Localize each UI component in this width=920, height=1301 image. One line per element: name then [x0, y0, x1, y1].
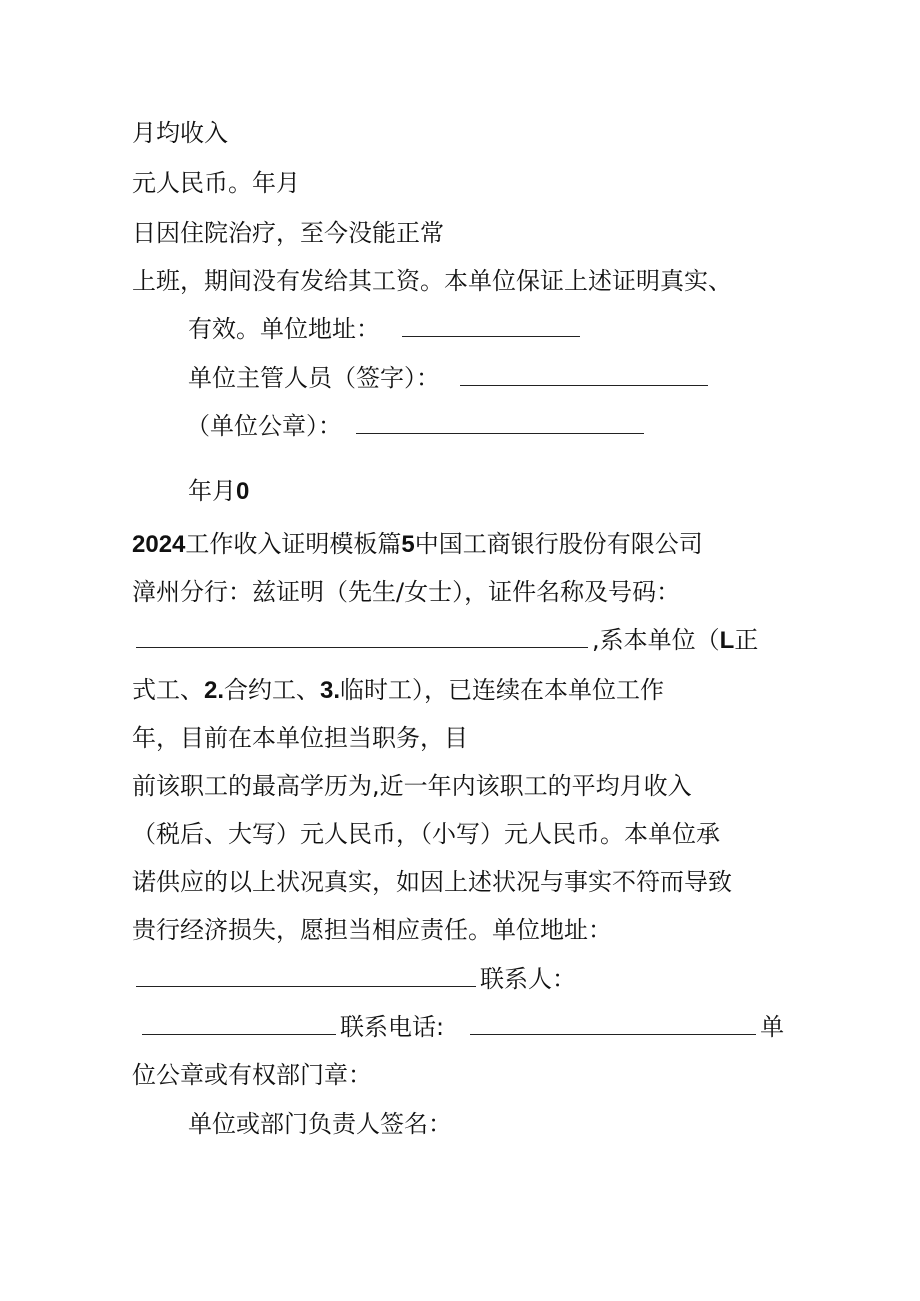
text-line-6	[188, 360, 920, 396]
line-text: ,系本单位（	[592, 626, 720, 654]
line-number: 3.	[320, 677, 341, 704]
line-text: 月均收入	[132, 119, 228, 147]
line-text: （单位公章）：	[186, 412, 342, 440]
text-line-15	[132, 816, 920, 852]
text-line-4	[132, 263, 920, 299]
text-line-7	[186, 408, 920, 444]
line-text: 正	[734, 626, 759, 654]
line-text: 年，目前在本单位担当职务，目	[132, 724, 468, 752]
line-text: 年月	[188, 477, 236, 505]
text-line-3	[132, 215, 920, 251]
chapter-number: 5	[401, 531, 415, 558]
line-text: 漳州分行：兹证明（先生/女士），证件名称及号码：	[132, 578, 681, 606]
text-line-8	[188, 473, 920, 509]
line-number: L	[719, 627, 735, 654]
seal-blank	[356, 411, 644, 434]
line-number: 0	[236, 478, 250, 505]
contact-blank	[142, 1012, 336, 1035]
signature-blank	[460, 363, 708, 386]
line-number: 2.	[204, 677, 225, 704]
text-line-17	[132, 912, 920, 948]
line-text: 元人民币。年月	[132, 169, 300, 197]
text-line-1	[132, 115, 920, 151]
text-line-5	[188, 311, 920, 347]
id-number-blank	[136, 625, 588, 648]
line-text: 工作收入证明模板篇	[185, 530, 402, 558]
line-text: 合约工、	[224, 676, 321, 704]
line-text: 联系电话:	[340, 1013, 445, 1041]
address-blank	[402, 314, 580, 337]
address-blank-2	[136, 964, 476, 987]
line-text: 单位或部门负责人签名：	[188, 1110, 452, 1138]
text-line-14	[132, 768, 920, 804]
line-text: 日因住院治疗，至今没能正常	[132, 219, 444, 247]
text-line-18	[136, 961, 920, 997]
line-text: 位公章或有权部门章：	[132, 1061, 372, 1089]
phone-blank	[470, 1012, 756, 1035]
text-line-20	[132, 1057, 920, 1093]
line-text: 有效。单位地址：	[188, 315, 380, 343]
line-text: 式工、	[132, 676, 204, 704]
line-text: 单位主管人员（签字）：	[188, 364, 440, 392]
line-text: 单	[760, 1013, 785, 1041]
text-line-21	[188, 1106, 920, 1142]
line-text: 诺供应的以上状况真实，如因上述状况与事实不符而导致	[132, 868, 732, 896]
line-text: 上班，期间没有发给其工资。本单位保证上述证明真实、	[132, 267, 732, 295]
text-line-12	[132, 672, 920, 708]
text-line-19	[142, 1009, 920, 1045]
line-text: 贵行经济损失，愿担当相应责任。单位地址：	[132, 916, 612, 944]
year-number: 2024	[132, 531, 186, 558]
line-text: （税后、大写）元人民币，（小写）元人民币。本单位承	[132, 820, 720, 848]
text-line-2	[132, 165, 920, 201]
line-text: 前该职工的最高学历为,近一年内该职工的平均月收入	[132, 772, 692, 800]
text-line-11	[136, 622, 920, 658]
text-line-16	[132, 864, 920, 900]
text-line-10	[132, 574, 920, 610]
text-line-13	[132, 720, 920, 756]
line-text: 联系人：	[480, 965, 576, 993]
line-text: 中国工商银行股份有限公司	[414, 530, 703, 558]
line-text: 临时工），已连续在本单位工作	[340, 676, 665, 704]
text-line-9	[132, 526, 920, 562]
